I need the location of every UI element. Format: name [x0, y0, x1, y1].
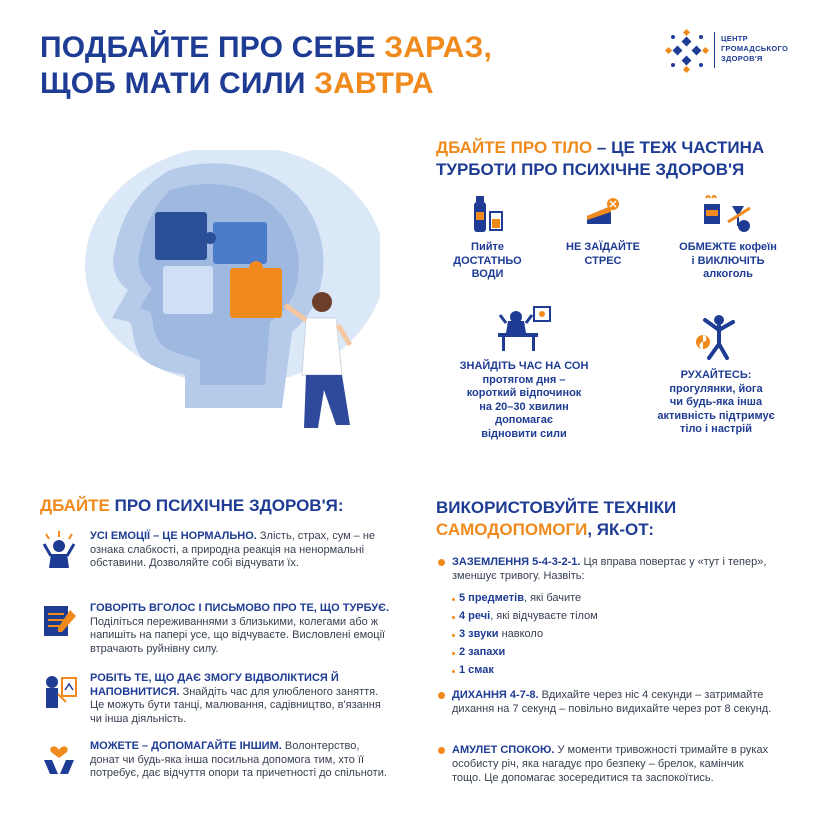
amulet-technique: АМУЛЕТ СПОКОЮ. У моменти тривожності тримайте в руках особисту річ, яка нагадує про безпеку – брелок, камінчик тощо. Це допомагає зосередитися та заспокоїтись.: [452, 744, 769, 784]
page-title: ПОДБАЙТЕ ПРО СЕБЕ ЗАРАЗ, ЩОБ МАТИ СИЛИ ЗАВТРА: [40, 31, 493, 100]
sense-dot: [452, 634, 455, 637]
coffee-alcohol-icon: [698, 192, 758, 236]
sense-dot: [452, 616, 455, 619]
tip-distract: РОБІТЬ ТЕ, ЩО ДАЄ ЗМОГУ ВІДВОЛІКТИСЯ Й НАПОВНИТИСЯ. Знайдіть час для улюбленого заняття. Це можуть бути танці, малювання, садівництво, в'язання чи інша діяльність.: [40, 672, 385, 730]
sleep-item: ЗНАЙДІТЬ ЧАС НА СОН протягом дня – короткий відпочинок на 20–30 хвилин допомагає відновити сили: [444, 303, 604, 441]
breathing-bullet: [438, 692, 445, 699]
sense-item: 2 запахи: [459, 646, 506, 658]
exercise-item: РУХАЙТЕСЬ: прогулянки, йога чи будь-яка інша активність підтримує тіло і настрій: [636, 312, 796, 437]
cake-icon: [581, 192, 625, 236]
water-bottle-icon: [466, 192, 510, 236]
grounding-bullet: [438, 559, 445, 566]
sense-item: 3 звуки навколо: [459, 628, 544, 640]
sense-dot: [452, 652, 455, 655]
stress-eating-item: НЕ ЗАЇДАЙТЕ СТРЕС: [548, 192, 658, 268]
writing-icon: [40, 602, 78, 640]
mental-care-title: ДБАЙТЕ ПРО ПСИХІЧНЕ ЗДОРОВ'Я:: [40, 496, 344, 515]
amulet-bullet: [438, 747, 445, 754]
body-care-title: ДБАЙТЕ ПРО ТІЛО – ЦЕ ТЕЖ ЧАСТИНА ТУРБОТИ ПРО ПСИХІЧНЕ ЗДОРОВ'Я: [436, 138, 765, 179]
sense-dot: [452, 598, 455, 601]
painting-icon: [40, 672, 78, 710]
grounding-technique: ЗАЗЕМЛЕННЯ 5-4-3-2-1. Ця вправа повертає у «тут і тепер», зменшує тривогу. Назвіть:: [452, 556, 767, 582]
logo-text: ЦЕНТР ГРОМАДСЬКОГО ЗДОРОВ'Я: [721, 34, 789, 63]
water-item: Пийте ДОСТАТНЬО ВОДИ: [440, 192, 535, 282]
sense-item: 4 речі, які відчуваєте тілом: [459, 610, 598, 622]
sense-dot: [452, 670, 455, 673]
sense-item: 1 смак: [459, 664, 494, 676]
helping-hands-icon: [40, 740, 78, 778]
techniques-title: ВИКОРИСТОВУЙТЕ ТЕХНІКИ САМОДОПОМОГИ, ЯК-ОТ:: [436, 498, 677, 539]
tip-help-others: МОЖЕТЕ – ДОПОМАГАЙТЕ ІНШИМ. Волонтерство, донат чи будь-яка інша посильна допомога тим, хто її потребує, дає відчуття опори та причетності до спільноти.: [40, 740, 385, 798]
logo: [664, 28, 794, 74]
head-puzzle-illustration: [60, 150, 380, 440]
emotions-icon: [40, 530, 78, 568]
tip-emotions: УСІ ЕМОЦІЇ – ЦЕ НОРМАЛЬНО. Злість, страх, сум – не ознака слабкості, а природна реакція на ненормальні обставини. Дозволяйте собі відчувати їх.: [40, 530, 385, 588]
logo-icon: [664, 28, 710, 74]
rest-icon: [494, 303, 554, 355]
exercise-icon: [691, 312, 741, 364]
sense-item: 5 предметів, які бачите: [459, 592, 582, 604]
tip-talk: ГОВОРІТЬ ВГОЛОС І ПИСЬМОВО ПРО ТЕ, ЩО ТУРБУЄ. Поділіться переживаннями з близькими, колегами або ж напишіть на папері усе, що відчуваєте. Висловлені емоції втрачають руйнівну силу.: [40, 602, 385, 660]
breathing-technique: ДИХАННЯ 4-7-8. Вдихайте через ніс 4 секунди – затримайте дихання на 7 секунд – повільно видихайте через рот 8 секунд.: [452, 689, 772, 715]
caffeine-item: ОБМЕЖТЕ кофеїн і ВИКЛЮЧІТЬ алкоголь: [668, 192, 788, 282]
